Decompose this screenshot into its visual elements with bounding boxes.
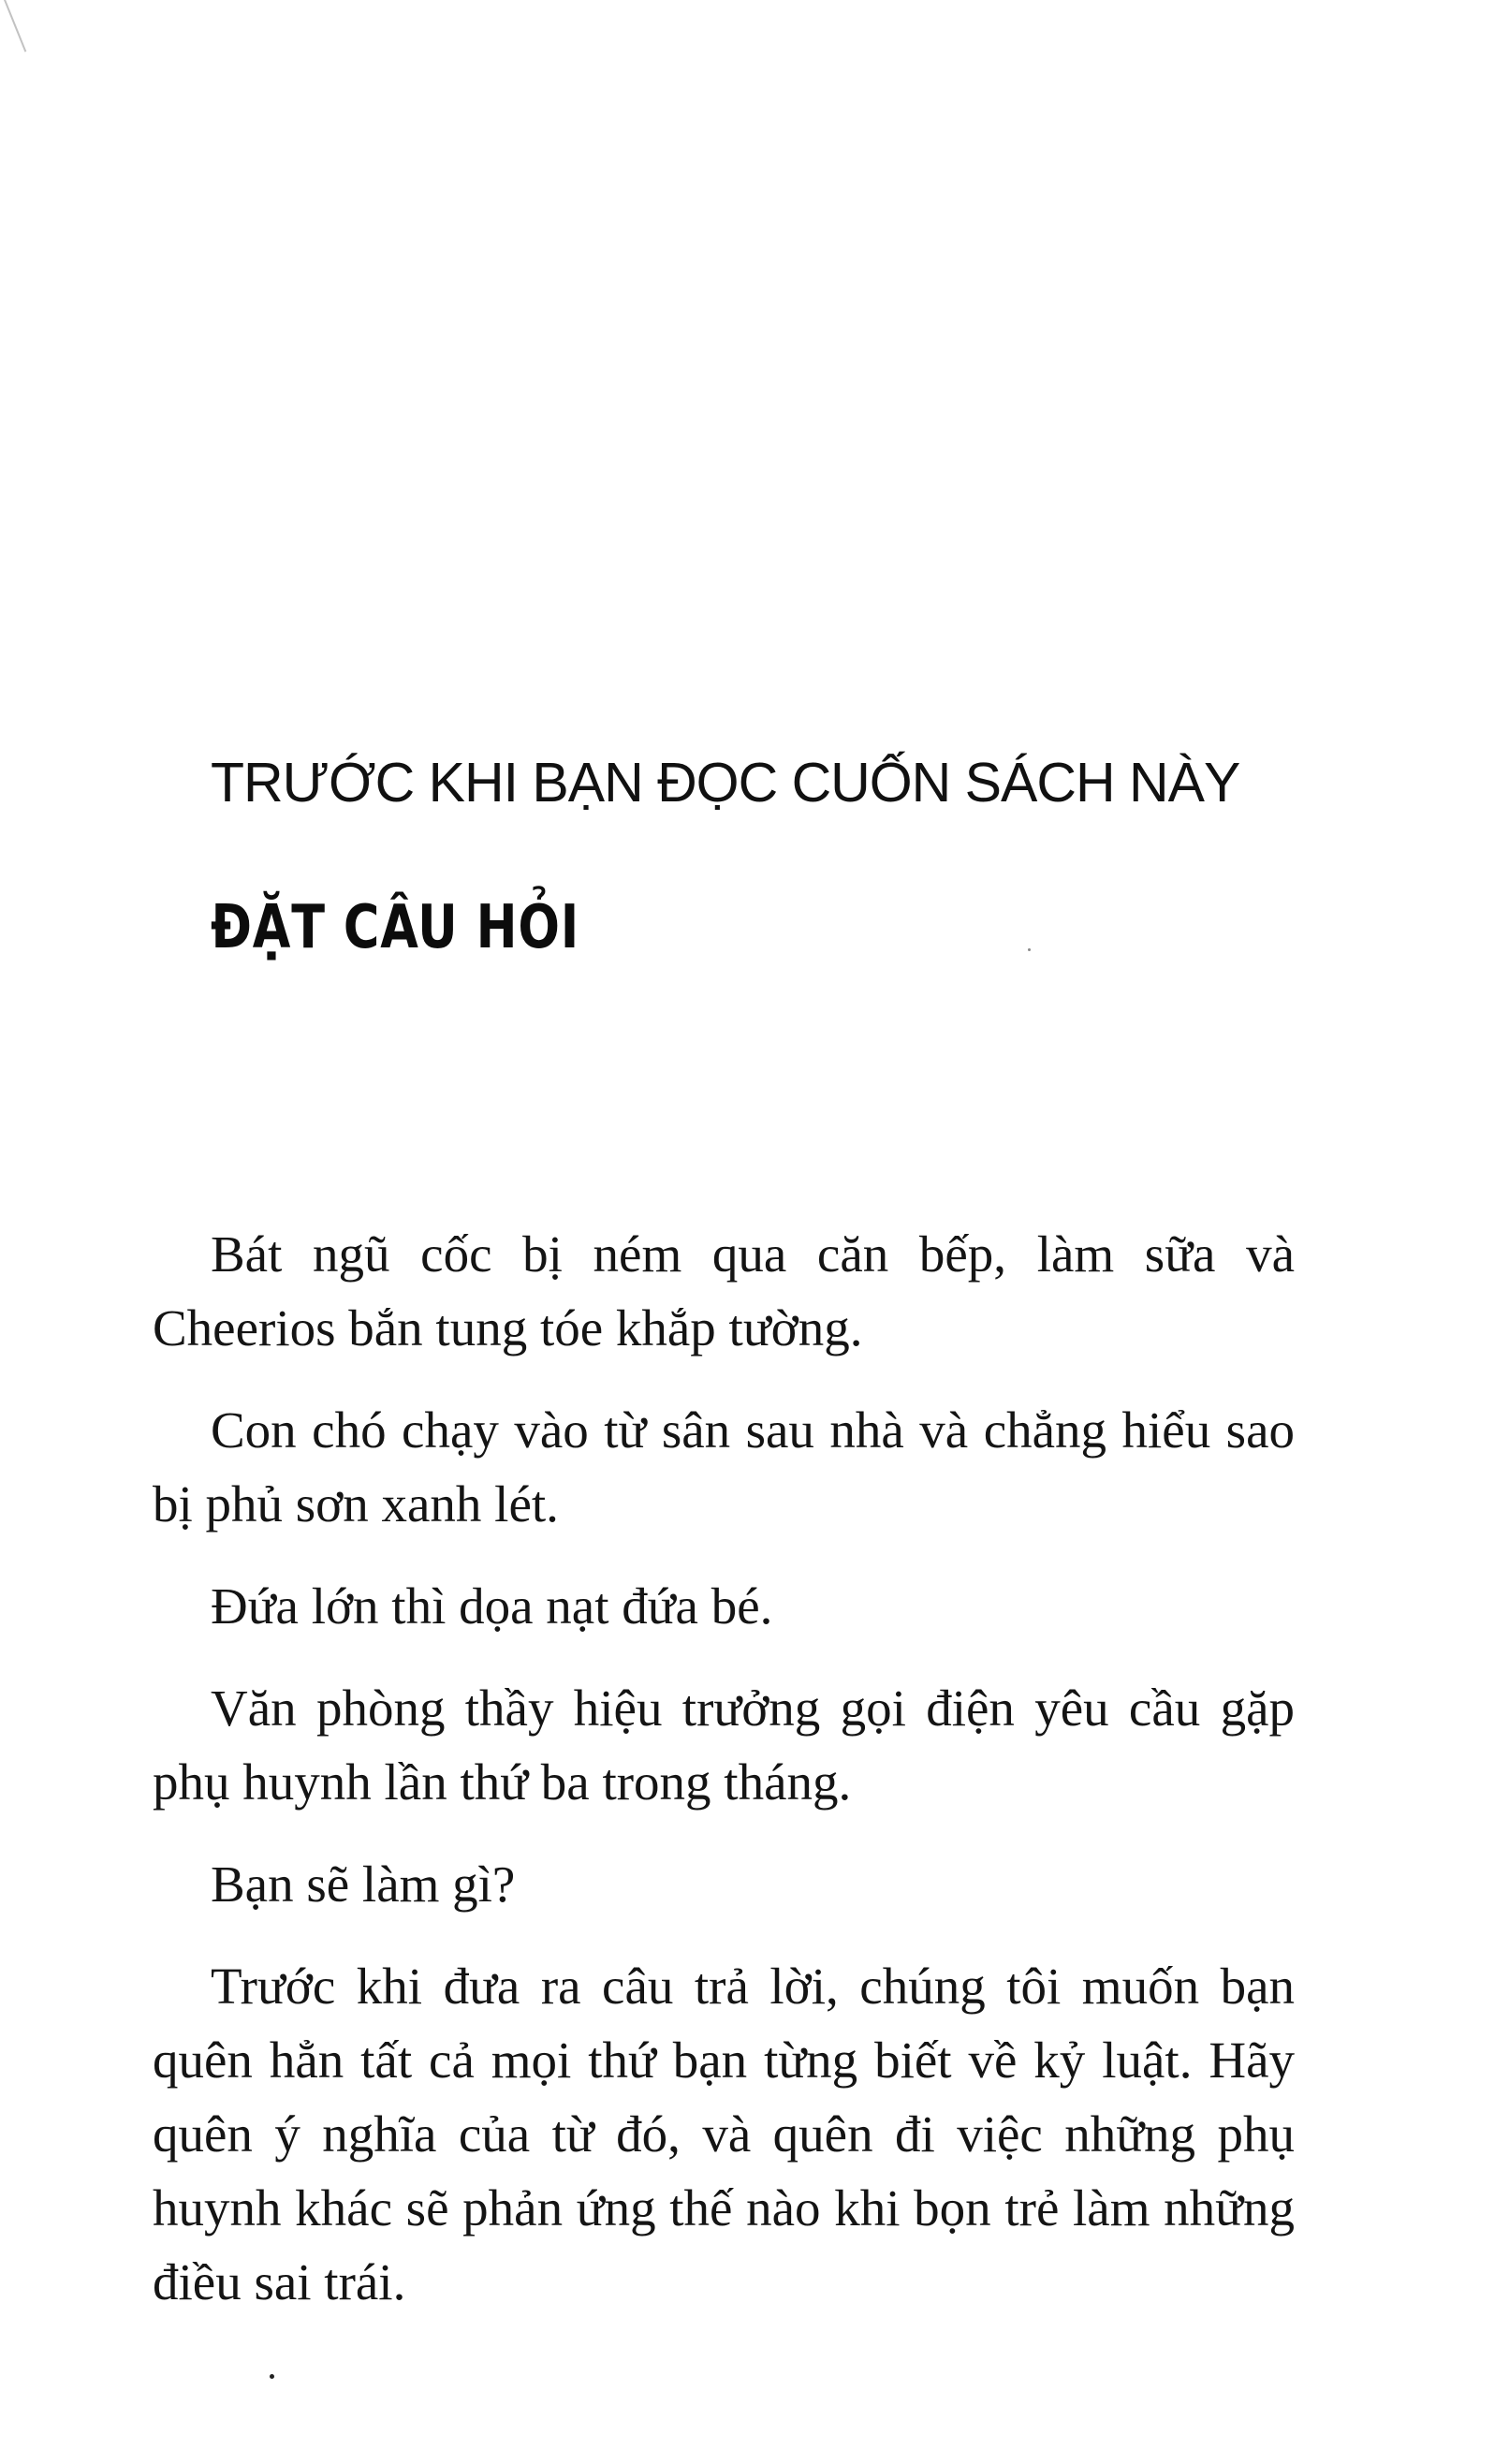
print-speck xyxy=(1028,948,1031,951)
paragraph: Trước khi đưa ra câu trả lời, chúng tôi muốn bạn quên hẳn tất cả mọi thứ bạn từng biết về kỷ luật. Hãy quên ý nghĩa của từ đó, và quên đi việc những phụ huynh khác sẽ phản ứng thế nào khi bọn trẻ làm những điều sai trái. xyxy=(153,1958,1295,2310)
body-text xyxy=(153,1217,1295,2319)
paragraph: Đứa lớn thì dọa nạt đứa bé. xyxy=(211,1577,773,1635)
paragraph: Bạn sẽ làm gì? xyxy=(211,1855,516,1913)
chapter-title: ĐẶT CÂU HỎI xyxy=(211,893,580,962)
print-speck xyxy=(270,2374,274,2379)
scan-edge-mark xyxy=(4,0,26,52)
section-kicker: TRƯỚC KHI BẠN ĐỌC CUỐN SÁCH NÀY xyxy=(211,752,1240,814)
paragraph: Văn phòng thầy hiệu trưởng gọi điện yêu cầu gặp phụ huynh lần thứ ba trong tháng. xyxy=(153,1679,1295,1811)
paragraph: Con chó chạy vào từ sân sau nhà và chẳng hiểu sao bị phủ sơn xanh lét. xyxy=(153,1401,1295,1533)
paragraph: Bát ngũ cốc bị ném qua căn bếp, làm sữa và Cheerios bắn tung tóe khắp tường. xyxy=(153,1225,1295,1357)
